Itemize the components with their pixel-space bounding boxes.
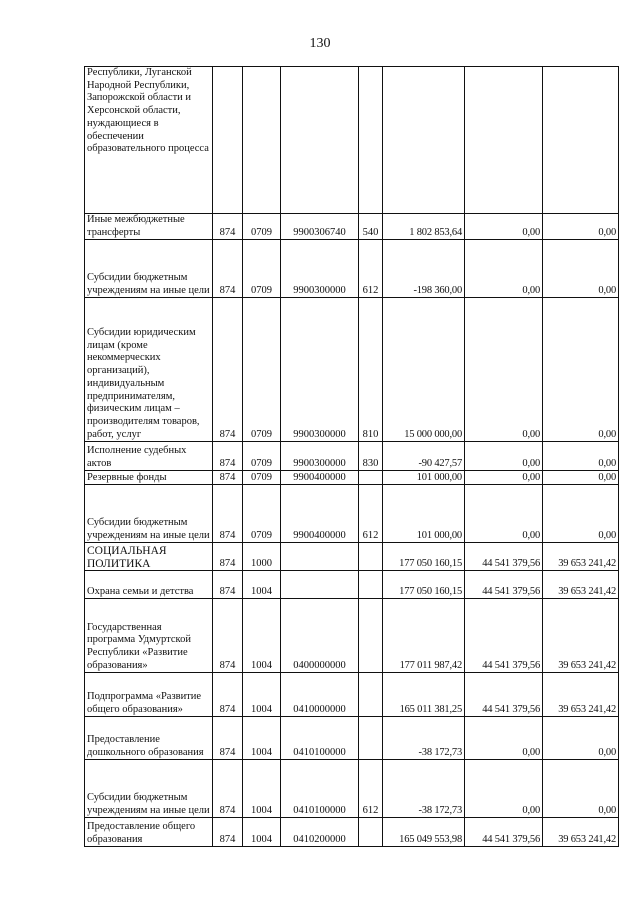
row-name: Субсидии бюджетным учреждениям на иные цели	[85, 485, 213, 543]
row-sum-2: 0,00	[465, 442, 543, 471]
row-vr	[359, 673, 383, 717]
table-row	[85, 214, 619, 240]
row-vr: 810	[359, 298, 383, 442]
row-csr: 9900400000	[281, 471, 359, 485]
row-sum-2: 44 541 379,56	[465, 673, 543, 717]
budget-table	[84, 66, 619, 847]
row-sum-3: 0,00	[543, 442, 619, 471]
table-body	[85, 67, 619, 847]
row-sum-1: -38 172,73	[383, 717, 465, 760]
row-csr: 0400000000	[281, 599, 359, 673]
row-sum-2: 44 541 379,56	[465, 571, 543, 599]
row-sum-1: 165 011 381,25	[383, 673, 465, 717]
row-rz: 0709	[243, 240, 281, 298]
row-sum-3: 0,00	[543, 485, 619, 543]
row-sum-3: 39 653 241,42	[543, 673, 619, 717]
row-csr	[281, 571, 359, 599]
row-name: Исполнение судебных актов	[85, 442, 213, 471]
row-sum-1: 177 011 987,42	[383, 599, 465, 673]
row-sum-1: 177 050 160,15	[383, 571, 465, 599]
row-name: Государственная программа Удмуртской Республики «Развитие образования»	[85, 599, 213, 673]
row-csr: 9900300000	[281, 298, 359, 442]
row-vr	[359, 543, 383, 571]
table-row	[85, 571, 619, 599]
row-name: Субсидии бюджетным учреждениям на иные цели	[85, 760, 213, 818]
row-sum-3: 0,00	[543, 717, 619, 760]
row-rz: 1004	[243, 571, 281, 599]
row-sum-3: 39 653 241,42	[543, 543, 619, 571]
row-vr	[359, 471, 383, 485]
row-vr	[359, 717, 383, 760]
table-row	[85, 471, 619, 485]
row-vr: 830	[359, 442, 383, 471]
row-rz: 1004	[243, 760, 281, 818]
row-rz: 1004	[243, 717, 281, 760]
row-name: Субсидии юридическим лицам (кроме некоммерческих организаций), индивидуальным предпринимателям, физическим лицам – производителям товаров, работ, услуг	[85, 298, 213, 442]
row-csr: 0410000000	[281, 673, 359, 717]
table-row	[85, 298, 619, 442]
row-sum-3: 39 653 241,42	[543, 818, 619, 847]
row-sum-2: 0,00	[465, 485, 543, 543]
row-ved: 874	[213, 485, 243, 543]
table-row	[85, 818, 619, 847]
row-ved: 874	[213, 760, 243, 818]
row-sum-2: 0,00	[465, 214, 543, 240]
table-row	[85, 599, 619, 673]
row-name: СОЦИАЛЬНАЯ ПОЛИТИКА	[85, 543, 213, 571]
row-csr: 9900300000	[281, 442, 359, 471]
row-rz: 0709	[243, 471, 281, 485]
row-sum-3	[543, 67, 619, 214]
row-sum-3: 39 653 241,42	[543, 571, 619, 599]
row-sum-1: 101 000,00	[383, 471, 465, 485]
table-row	[85, 673, 619, 717]
row-sum-2: 44 541 379,56	[465, 599, 543, 673]
row-rz: 0709	[243, 214, 281, 240]
row-ved: 874	[213, 442, 243, 471]
row-ved: 874	[213, 717, 243, 760]
table-row	[85, 240, 619, 298]
row-vr	[359, 599, 383, 673]
row-rz: 1000	[243, 543, 281, 571]
row-sum-2: 0,00	[465, 717, 543, 760]
row-sum-1: 1 802 853,64	[383, 214, 465, 240]
row-rz: 1004	[243, 599, 281, 673]
row-sum-1: -90 427,57	[383, 442, 465, 471]
row-sum-2: 0,00	[465, 471, 543, 485]
row-csr: 0410100000	[281, 760, 359, 818]
row-csr	[281, 67, 359, 214]
row-sum-3: 0,00	[543, 760, 619, 818]
row-sum-3: 0,00	[543, 298, 619, 442]
row-sum-1: 165 049 553,98	[383, 818, 465, 847]
row-ved	[213, 67, 243, 214]
row-vr	[359, 818, 383, 847]
row-rz: 0709	[243, 485, 281, 543]
row-sum-3: 0,00	[543, 214, 619, 240]
table-row	[85, 442, 619, 471]
row-ved: 874	[213, 818, 243, 847]
row-ved: 874	[213, 240, 243, 298]
row-sum-2: 0,00	[465, 760, 543, 818]
row-sum-1: 15 000 000,00	[383, 298, 465, 442]
row-ved: 874	[213, 543, 243, 571]
table-row	[85, 67, 619, 214]
row-ved: 874	[213, 298, 243, 442]
row-rz: 1004	[243, 818, 281, 847]
table-row	[85, 760, 619, 818]
table-row	[85, 543, 619, 571]
row-sum-3: 39 653 241,42	[543, 599, 619, 673]
row-vr	[359, 571, 383, 599]
row-csr: 9900400000	[281, 485, 359, 543]
table-row	[85, 717, 619, 760]
row-csr: 9900300000	[281, 240, 359, 298]
row-name: Республики, Луганской Народной Республики, Запорожской области и Херсонской области, нуждающиеся в обеспечении образовательного процесса	[85, 67, 213, 214]
row-name: Иные межбюджетные трансферты	[85, 214, 213, 240]
row-ved: 874	[213, 471, 243, 485]
row-vr: 612	[359, 760, 383, 818]
row-rz: 1004	[243, 673, 281, 717]
row-sum-1: -198 360,00	[383, 240, 465, 298]
row-vr: 540	[359, 214, 383, 240]
row-csr: 0410200000	[281, 818, 359, 847]
row-sum-2: 0,00	[465, 240, 543, 298]
row-sum-1: 177 050 160,15	[383, 543, 465, 571]
row-name: Подпрограмма «Развитие общего образования»	[85, 673, 213, 717]
row-csr	[281, 543, 359, 571]
row-ved: 874	[213, 673, 243, 717]
row-rz: 0709	[243, 298, 281, 442]
row-name: Охрана семьи и детства	[85, 571, 213, 599]
row-sum-2	[465, 67, 543, 214]
row-vr: 612	[359, 485, 383, 543]
row-ved: 874	[213, 599, 243, 673]
row-sum-2: 44 541 379,56	[465, 818, 543, 847]
row-ved: 874	[213, 214, 243, 240]
row-sum-2: 44 541 379,56	[465, 543, 543, 571]
row-sum-3: 0,00	[543, 240, 619, 298]
row-sum-1: 101 000,00	[383, 485, 465, 543]
row-name: Предоставление дошкольного образования	[85, 717, 213, 760]
row-name: Субсидии бюджетным учреждениям на иные цели	[85, 240, 213, 298]
row-csr: 0410100000	[281, 717, 359, 760]
row-sum-1: -38 172,73	[383, 760, 465, 818]
row-csr: 9900306740	[281, 214, 359, 240]
row-sum-3: 0,00	[543, 471, 619, 485]
row-vr	[359, 67, 383, 214]
row-vr: 612	[359, 240, 383, 298]
row-rz: 0709	[243, 442, 281, 471]
page-number: 130	[309, 36, 331, 51]
row-sum-1	[383, 67, 465, 214]
row-name: Резервные фонды	[85, 471, 213, 485]
row-name: Предоставление общего образования	[85, 818, 213, 847]
row-rz	[243, 67, 281, 214]
row-ved: 874	[213, 571, 243, 599]
table-row	[85, 485, 619, 543]
row-sum-2: 0,00	[465, 298, 543, 442]
